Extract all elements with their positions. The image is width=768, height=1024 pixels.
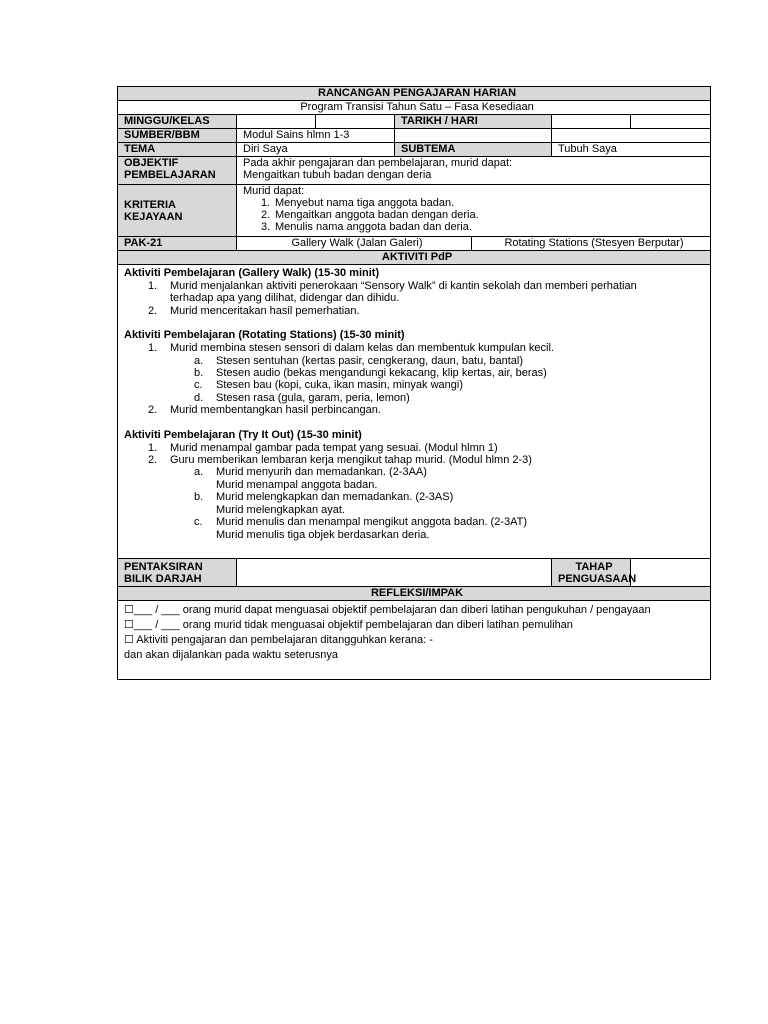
tema-value: Diri Saya xyxy=(237,143,395,157)
pentaksiran-label-line1: PENTAKSIRAN xyxy=(124,560,203,573)
list-item: 1. Menyebut nama tiga anggota badan. xyxy=(261,197,455,209)
objektif-value xyxy=(237,157,711,185)
objektif-label xyxy=(118,157,237,185)
list-item: 3. Menulis nama anggota badan dan deria. xyxy=(261,221,472,233)
sub-list-item-continued: Murid melengkapkan ayat. xyxy=(216,503,346,516)
minggu-kelas-value-2[interactable] xyxy=(316,115,395,129)
pak21-label: PAK-21 xyxy=(118,237,237,251)
refleksi-content xyxy=(118,601,711,680)
subtema-label: SUBTEMA xyxy=(395,143,552,157)
pentaksiran-value[interactable] xyxy=(237,559,552,587)
aktiviti-header: AKTIVITI PdP xyxy=(118,251,711,265)
sumber-bbm-value: Modul Sains hlmn 1-3 xyxy=(237,129,395,143)
subtema-value: Tubuh Saya xyxy=(552,143,711,157)
kriteria-label-line2: KEJAYAAN xyxy=(124,210,183,223)
lesson-plan-document xyxy=(117,86,710,680)
objektif-label-line2: PEMBELAJARAN xyxy=(124,169,216,181)
list-item: 1. Murid menampal gambar pada tempat yang sesuai. (Modul hlmn 1) xyxy=(148,441,498,454)
lesson-plan-table xyxy=(117,86,711,680)
tahap-penguasaan-value[interactable] xyxy=(631,559,711,587)
list-item: 1. Murid menjalankan aktiviti penerokaan “Sensory Walk” di kantin sekolah dan memberi perhatian xyxy=(148,280,637,292)
list-item: 2. Mengaitkan anggota badan dengan deria. xyxy=(261,209,479,221)
refleksi-line-2: ☐___ / ___ orang murid tidak menguasai objektif pembelajaran dan diberi latihan pemulihan xyxy=(124,619,573,631)
kriteria-list xyxy=(243,197,710,233)
sub-list-item: c. Murid menulis dan menampal mengikut anggota badan. (2-3AT) xyxy=(194,516,528,529)
try-it-out-title: Aktiviti Pembelajaran (Try It Out) (15-30 minit) xyxy=(124,428,362,441)
sub-list-item: a. Murid menyurih dan memadankan. (2-3AA) xyxy=(194,466,427,479)
rotating-stations-title: Aktiviti Pembelajaran (Rotating Stations) (15-30 minit) xyxy=(124,329,405,342)
refleksi-header: REFLEKSI/IMPAK xyxy=(118,587,711,601)
list-item: 1. Murid membina stesen sensori di dalam kelas dan membentuk kumpulan kecil. xyxy=(148,342,554,355)
pak21-value-2: Rotating Stations (Stesyen Berputar) xyxy=(472,237,711,251)
aktiviti-content xyxy=(118,265,711,559)
tahap-label-line2: PENGUASAAN xyxy=(558,572,637,585)
list-item: 2. Murid membentangkan hasil perbincangan. xyxy=(148,404,381,417)
sub-list-item-continued: Murid menulis tiga objek berdasarkan deria. xyxy=(216,528,430,541)
objektif-line-1: Pada akhir pengajaran dan pembelajaran, murid dapat: xyxy=(243,157,513,169)
tahap-label-line1: TAHAP xyxy=(575,560,613,573)
objektif-line-2: Mengaitkan tubuh badan dengan deria xyxy=(243,169,432,181)
tahap-penguasaan-label xyxy=(552,559,637,587)
pentaksiran-label xyxy=(118,559,237,587)
minggu-kelas-label: MINGGU/KELAS xyxy=(118,115,237,129)
kriteria-label-line1: KRITERIA xyxy=(124,198,176,211)
gallery-walk-title: Aktiviti Pembelajaran (Gallery Walk) (15-30 minit) xyxy=(124,267,380,279)
sub-list-item: c. Stesen bau (kopi, cuka, ikan masin, minyak wangi) xyxy=(194,379,464,392)
document-title: RANCANGAN PENGAJARAN HARIAN xyxy=(118,87,711,101)
refleksi-line-3: ☐ Aktiviti pengajaran dan pembelajaran ditangguhkan kerana: - xyxy=(124,634,433,646)
tarikh-hari-value-2[interactable] xyxy=(631,115,711,129)
sub-list-item-continued: Murid menampal anggota badan. xyxy=(216,478,378,491)
document-subtitle: Program Transisi Tahun Satu – Fasa Kesediaan xyxy=(118,101,711,115)
kriteria-value xyxy=(237,185,711,237)
objektif-label-line1: OBJEKTIF xyxy=(124,157,179,169)
refleksi-line-1: ☐___ / ___ orang murid dapat menguasai objektif pembelajaran dan diberi latihan pengukuhan / pengayaan xyxy=(124,604,651,616)
kriteria-label xyxy=(118,185,237,237)
list-item: 2. Guru memberikan lembaran kerja mengikut tahap murid. (Modul hlmn 2-3) xyxy=(148,454,532,467)
sumber-bbm-extra-2 xyxy=(552,129,711,143)
tema-label: TEMA xyxy=(118,143,237,157)
tarikh-hari-label: TARIKH / HARI xyxy=(395,115,552,129)
sub-list-item: b. Murid melengkapkan dan memadankan. (2-3AS) xyxy=(194,491,454,504)
pak21-value-1: Gallery Walk (Jalan Galeri) xyxy=(237,237,472,251)
tarikh-hari-value-1[interactable] xyxy=(552,115,631,129)
sub-list-item: a. Stesen sentuhan (kertas pasir, cengkerang, daun, batu, bantal) xyxy=(194,354,523,367)
list-item: 2. Murid menceritakan hasil pemerhatian. xyxy=(148,304,360,317)
list-item-continued: terhadap apa yang dilihat, didengar dan dihidu. xyxy=(170,292,400,305)
sub-list-item: b. Stesen audio (bekas mengandungi kekacang, klip kertas, air, beras) xyxy=(194,367,547,380)
refleksi-line-4: dan akan dijalankan pada waktu seterusnya xyxy=(124,649,339,661)
minggu-kelas-value-1[interactable] xyxy=(237,115,316,129)
sumber-bbm-label: SUMBER/BBM xyxy=(118,129,237,143)
kriteria-intro: Murid dapat: xyxy=(243,185,305,197)
pentaksiran-label-line2: BILIK DARJAH xyxy=(124,572,202,585)
sumber-bbm-extra xyxy=(395,129,552,143)
sub-list-item: d. Stesen rasa (gula, garam, peria, lemon) xyxy=(194,391,410,404)
